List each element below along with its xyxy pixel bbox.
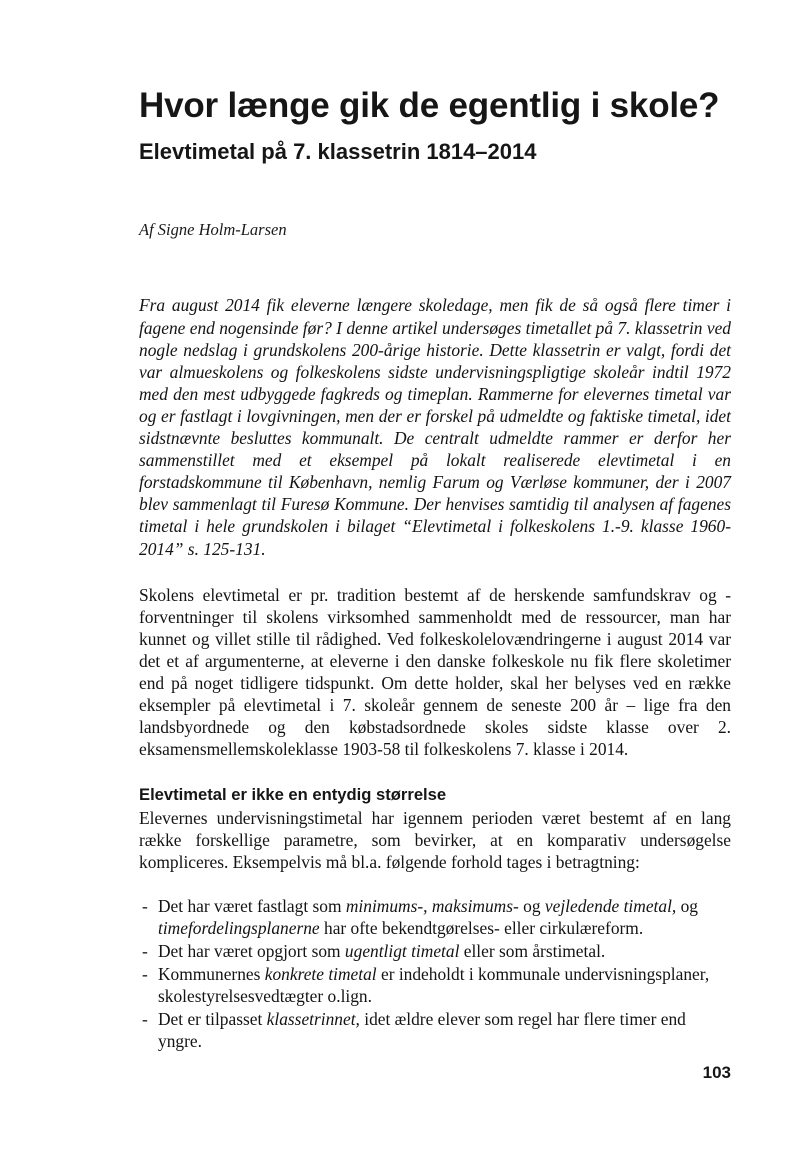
list-item — [139, 895, 731, 939]
list-item-text — [158, 1009, 686, 1051]
list-item-text — [158, 964, 709, 1006]
list-bullet-dash: - — [142, 940, 148, 961]
section-heading: Elevtimetal er ikke en entydig størrelse — [139, 785, 447, 805]
page-number: 103 — [702, 1063, 731, 1082]
plain-text: Det er tilpasset — [158, 1009, 267, 1030]
page-content — [139, 86, 731, 1053]
conditions-list — [139, 895, 731, 1053]
plain-text: eller som årstimetal. — [459, 940, 606, 961]
page-title: Hvor længe gik de egentlig i skole? — [139, 86, 720, 125]
plain-text: er indeholdt i kommunale undervisningsplaner, skolestyrelsesvedtægter o.lign. — [158, 963, 710, 1006]
lead-paragraph: Fra august 2014 fik eleverne længere skoledage, men fik de så også flere timer i fagene end nogensinde før? I denne artikel undersøges timetallet på 7. klassetrin ved nogle nedslag i grundskolens 200-årige historie. Dette klassetrin er valgt, fordi det var almueskolens og folkeskolens sidste undervisningspligtige skoleår indtil 1972 med den mest udbyggede fagkreds og timeplan. Rammerne for elevernes timetal var og er fastlagt i lovgivningen, men der er forskel på udmeldte og faktiske timetal, idet sidstnævnte besluttes kommunalt. De centralt udmeldte rammer er derfor her sammenstillet med et eksempel på lokalt realiserede elevtimetal i en forstadskommune til København, nemlig Farum og Værløse kommuner, der i 2007 blev sammenlagt til Furesø Kommune. Der henvises samtidig til analysen af fagenes timetal i hele grundskolen i bilaget “Elevtimetal i folkeskolens 1.-9. klasse 1960-2014” s. 125-131. — [139, 295, 731, 559]
list-item-text — [158, 896, 698, 938]
plain-text: Kommunernes — [158, 963, 265, 984]
list-item — [139, 940, 731, 962]
emphasis-text: konkrete timetal — [264, 963, 377, 984]
list-bullet-dash: - — [142, 895, 148, 916]
emphasis-text: klassetrinnet, — [266, 1009, 360, 1030]
emphasis-text: ugentligt timetal — [344, 940, 460, 961]
plain-text: Det har været fastlagt som — [158, 895, 346, 916]
list-item — [139, 1008, 731, 1052]
plain-text: Det har været opgjort som — [158, 940, 345, 961]
list-bullet-dash: - — [142, 963, 148, 984]
body-paragraph: Skolens elevtimetal er pr. tradition bestemt af de herskende samfundskrav og -forventninger til skolens virksomhed sammenholdt med de ressourcer, man har kunnet og villet stille til rådighed. Ved folkeskolelovændringerne i august 2014 var det et af argumenterne, at eleverne i den danske folkeskole nu fik flere skoletimer end på noget tidligere tidspunkt. Om dette holder, skal her belyses ved en række eksempler på elevtimetal i 7. skoleår gennem de seneste 200 år – lige fra den landsbyordnede og den købstadsordnede skoles sidste klasse over 2. eksamensmellemskoleklasse 1903-58 til folkeskolens 7. klasse i 2014. — [139, 584, 731, 760]
plain-text: idet ældre elever som regel har flere timer end yngre. — [158, 1009, 686, 1052]
list-item-text — [158, 941, 605, 961]
section-intro-paragraph: Elevernes undervisningstimetal har igennem perioden været bestemt af en lang række forskellige parametre, som bevirker, at en komparativ undersøgelse kompliceres. Eksempelvis må bl.a. følgende forhold tages i betragtning: — [139, 808, 731, 873]
plain-text: har ofte bekendtgørelses- eller cirkulæreform. — [319, 917, 644, 938]
page-subtitle: Elevtimetal på 7. klassetrin 1814–2014 — [139, 139, 537, 165]
emphasis-text: vejledende timetal, — [544, 895, 677, 916]
emphasis-text: minimums-, maksimums- — [345, 895, 519, 916]
list-item — [139, 963, 731, 1007]
author-byline: Af Signe Holm-Larsen — [139, 220, 287, 240]
emphasis-text: timefordelingsplanerne — [158, 917, 320, 938]
plain-text: og — [676, 895, 698, 916]
list-bullet-dash: - — [142, 1009, 148, 1030]
plain-text: og — [518, 895, 545, 916]
